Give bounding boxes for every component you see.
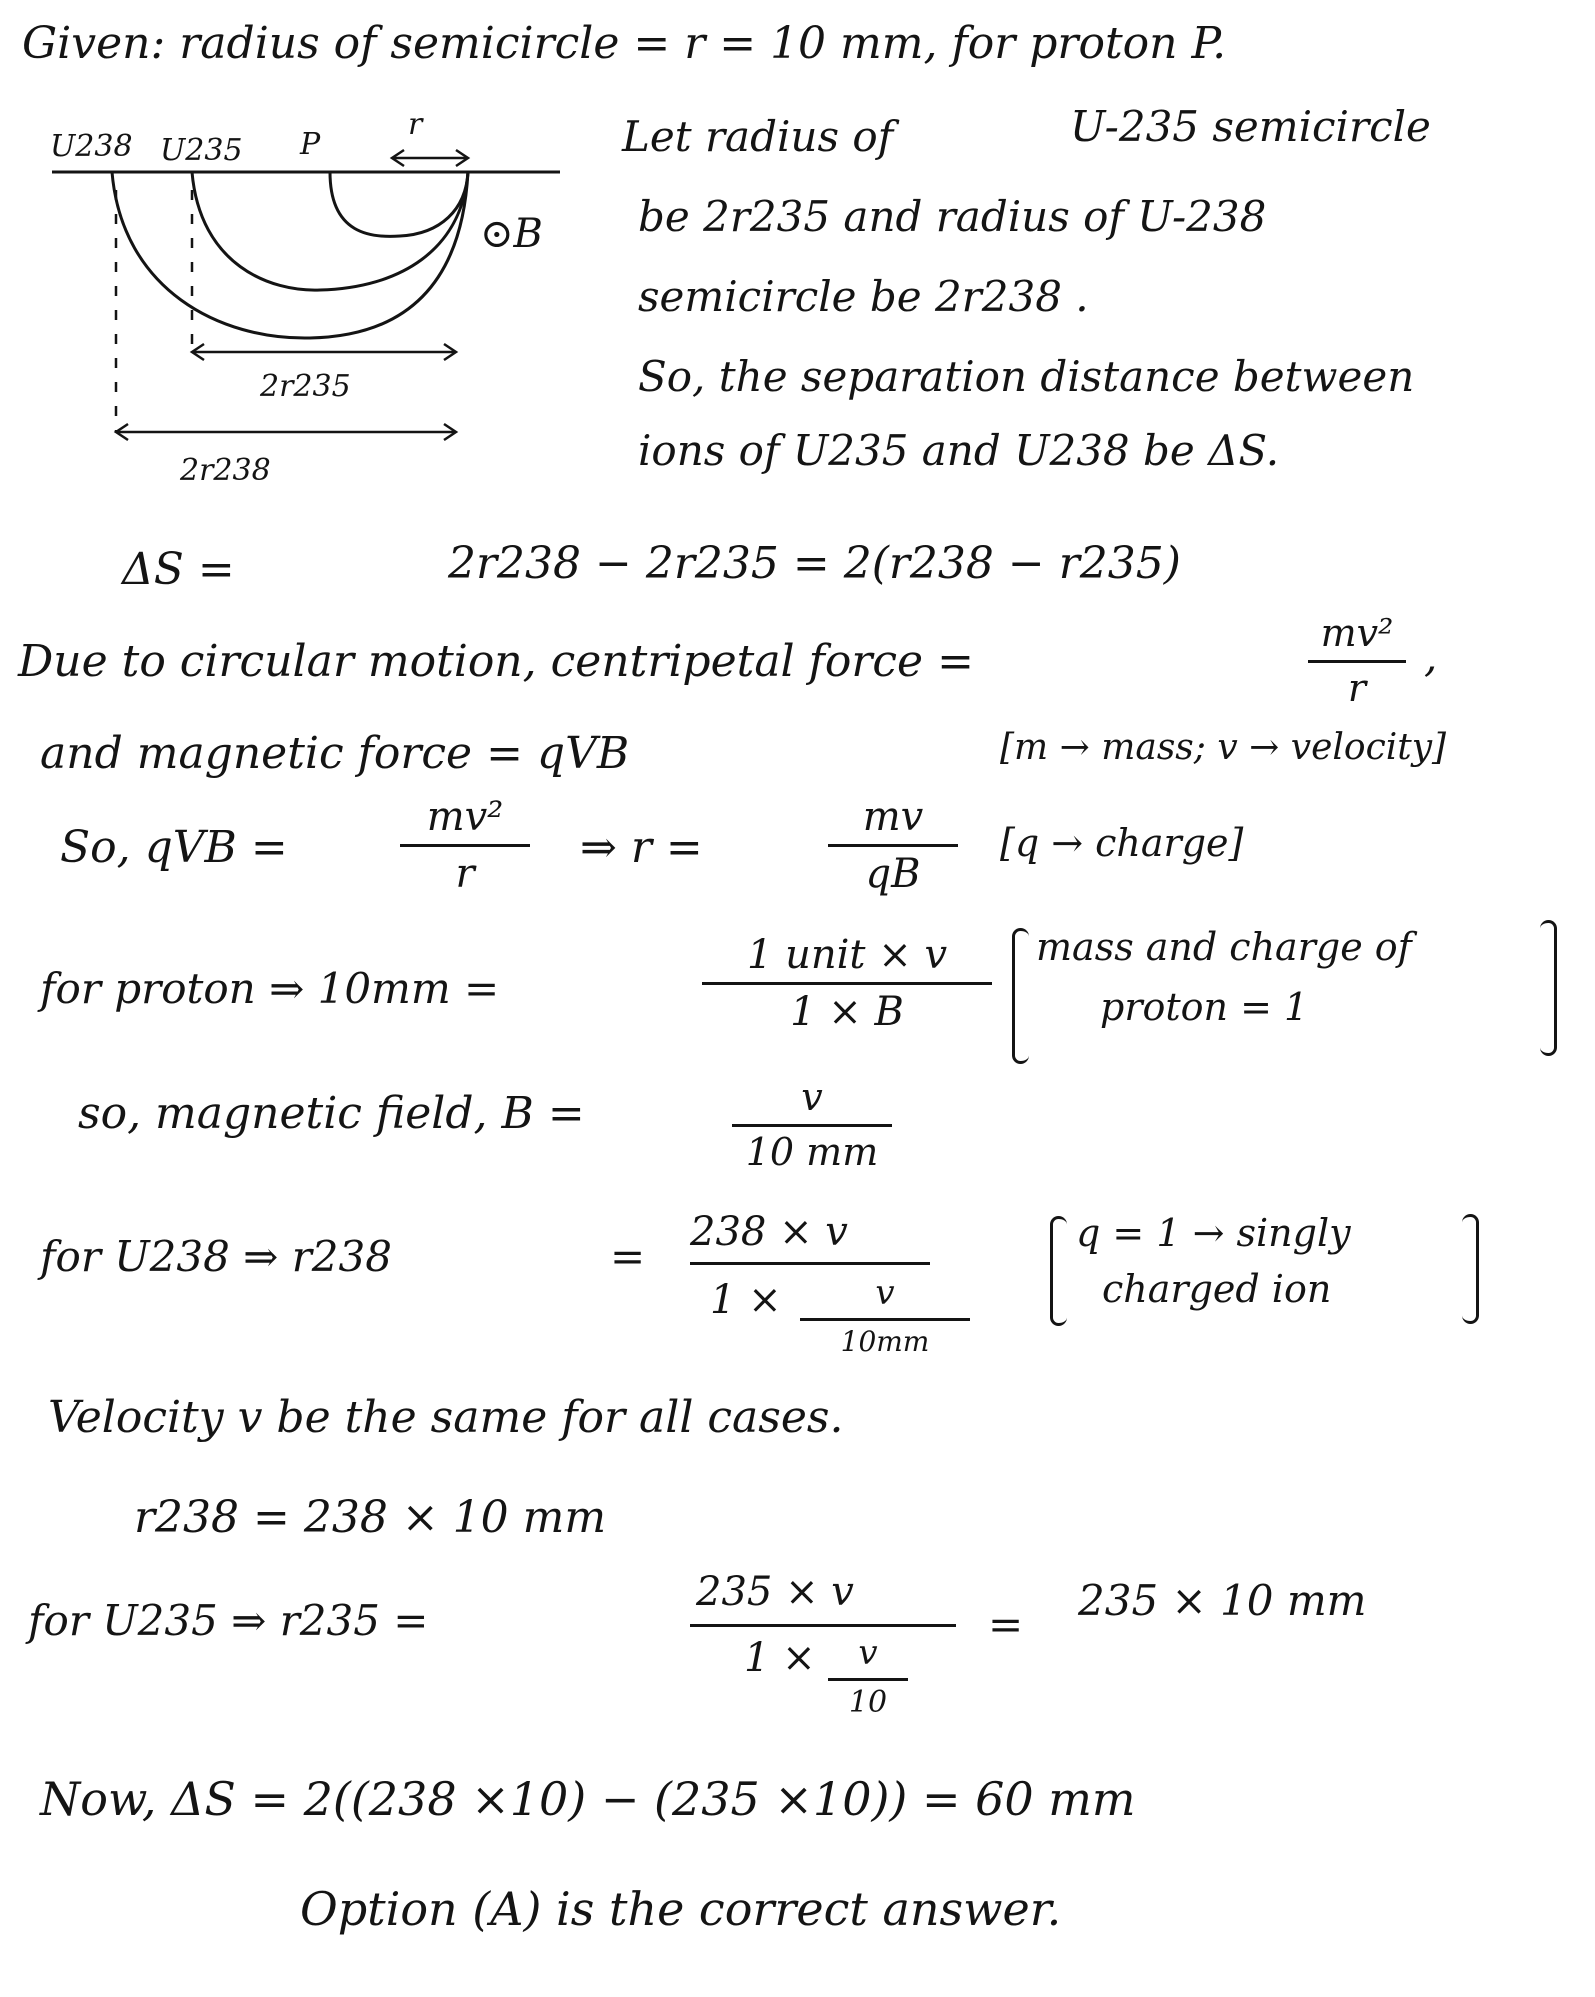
given-statement: Given: radius of semicircle = r = 10 mm, for proton P. [22,18,1227,69]
so-eq-lead: So, qVB = [60,822,288,873]
label-magnetic-field: ⊙B [480,211,543,257]
centripetal-text: Due to circular motion, centripetal force = [18,636,974,687]
proton-note-bracket-right [1540,920,1557,1056]
label-u235: U235 [160,133,243,168]
u235-eq-num: 235 × v [696,1569,854,1615]
u238-note-bracket-left [1050,1216,1067,1326]
proton-note-line-1: mass and charge of [1036,925,1412,969]
side-line-5: ions of U235 and U238 be ΔS. [638,426,1280,475]
proton-eq-fraction [702,934,992,1033]
proton-eq-den: 1 × B [790,989,904,1035]
u238-note-bracket-right [1462,1214,1479,1324]
u235-eq-den-a: 1 × [744,1635,816,1681]
r238-result: r238 = 238 × 10 mm [134,1492,607,1543]
proton-eq-num: 1 unit × v [746,932,948,978]
so-eq-den-1: r [455,851,475,897]
b-field-lead: so, magnetic field, B = [78,1088,585,1139]
centripetal-denominator: r [1347,665,1367,710]
u235-eq-result: 235 × 10 mm [1078,1576,1367,1625]
centripetal-numerator: mv² [1320,611,1394,655]
label-p: P [300,127,321,162]
so-eq-num-1: mv² [426,794,504,840]
u235-eq-den-den: 10 [848,1684,888,1720]
u238-eq-bar [690,1262,930,1265]
b-field-num: v [801,1075,823,1119]
centripetal-fraction [1308,611,1406,710]
u238-eq-equals: = [610,1232,646,1281]
conclusion: Option (A) is the correct answer. [300,1882,1062,1936]
u238-note-line-2: charged ion [1102,1267,1332,1311]
u235-eq-den-num: v [858,1633,878,1673]
so-eq-den-2: qB [865,851,921,897]
u235-eq-equals: = [988,1600,1024,1649]
delta-s-lhs: ΔS = [122,544,235,595]
label-r: r [408,107,423,142]
u238-eq-lead: for U238 ⇒ r238 [40,1232,392,1281]
side-line-2: be 2r235 and radius of U-238 [638,192,1267,241]
delta-s-rhs: 2r238 − 2r235 = 2(r238 − r235) [448,538,1181,589]
so-eq-arrow: ⇒ r = [580,822,703,873]
final-equation: Now, ΔS = 2((238 ×10) − (235 ×10)) = 60 mm [40,1772,1136,1826]
magnetic-force-note: [m → mass; v → velocity] [1000,727,1447,768]
b-field-den: 10 mm [745,1129,879,1174]
so-eq-num-2: mv [862,794,924,840]
label-2r238: 2r238 [180,453,271,488]
u238-eq-den-den: 10mm [840,1324,930,1358]
so-eq-fraction-2 [828,796,958,895]
proton-note-line-2: proton = 1 [1100,985,1309,1029]
u235-eq-den-fraction [828,1633,908,1720]
side-line-3: semicircle be 2r238 . [638,272,1089,321]
u238-note-line-1: q = 1 → singly [1076,1211,1351,1255]
label-2r235: 2r235 [260,369,351,404]
magnetic-force-text: and magnetic force = qVB [40,728,630,779]
side-line-1b: U-235 semicircle [1070,102,1431,151]
proton-note-bracket-left [1012,928,1029,1064]
proton-eq-lead: for proton ⇒ 10mm = [40,964,500,1013]
u238-path [112,172,468,338]
u238-eq-den-a: 1 × [710,1277,782,1323]
u238-eq-den-fraction [800,1273,970,1358]
proton-path [330,172,468,236]
u238-eq-den-num: v [875,1273,895,1313]
so-eq-note: [q → charge] [1000,821,1244,865]
centripetal-comma: , [1424,632,1438,681]
so-eq-fraction-1 [400,796,530,895]
side-line-4: So, the separation distance between [638,352,1415,401]
u235-eq-lead: for U235 ⇒ r235 = [28,1596,429,1645]
label-u238: U238 [50,129,133,164]
u235-eq-bar [690,1624,956,1627]
u238-eq-num: 238 × v [690,1209,848,1255]
b-field-fraction [732,1075,892,1174]
side-line-1a: Let radius of [622,112,894,161]
velocity-note: Velocity v be the same for all cases. [48,1392,844,1443]
